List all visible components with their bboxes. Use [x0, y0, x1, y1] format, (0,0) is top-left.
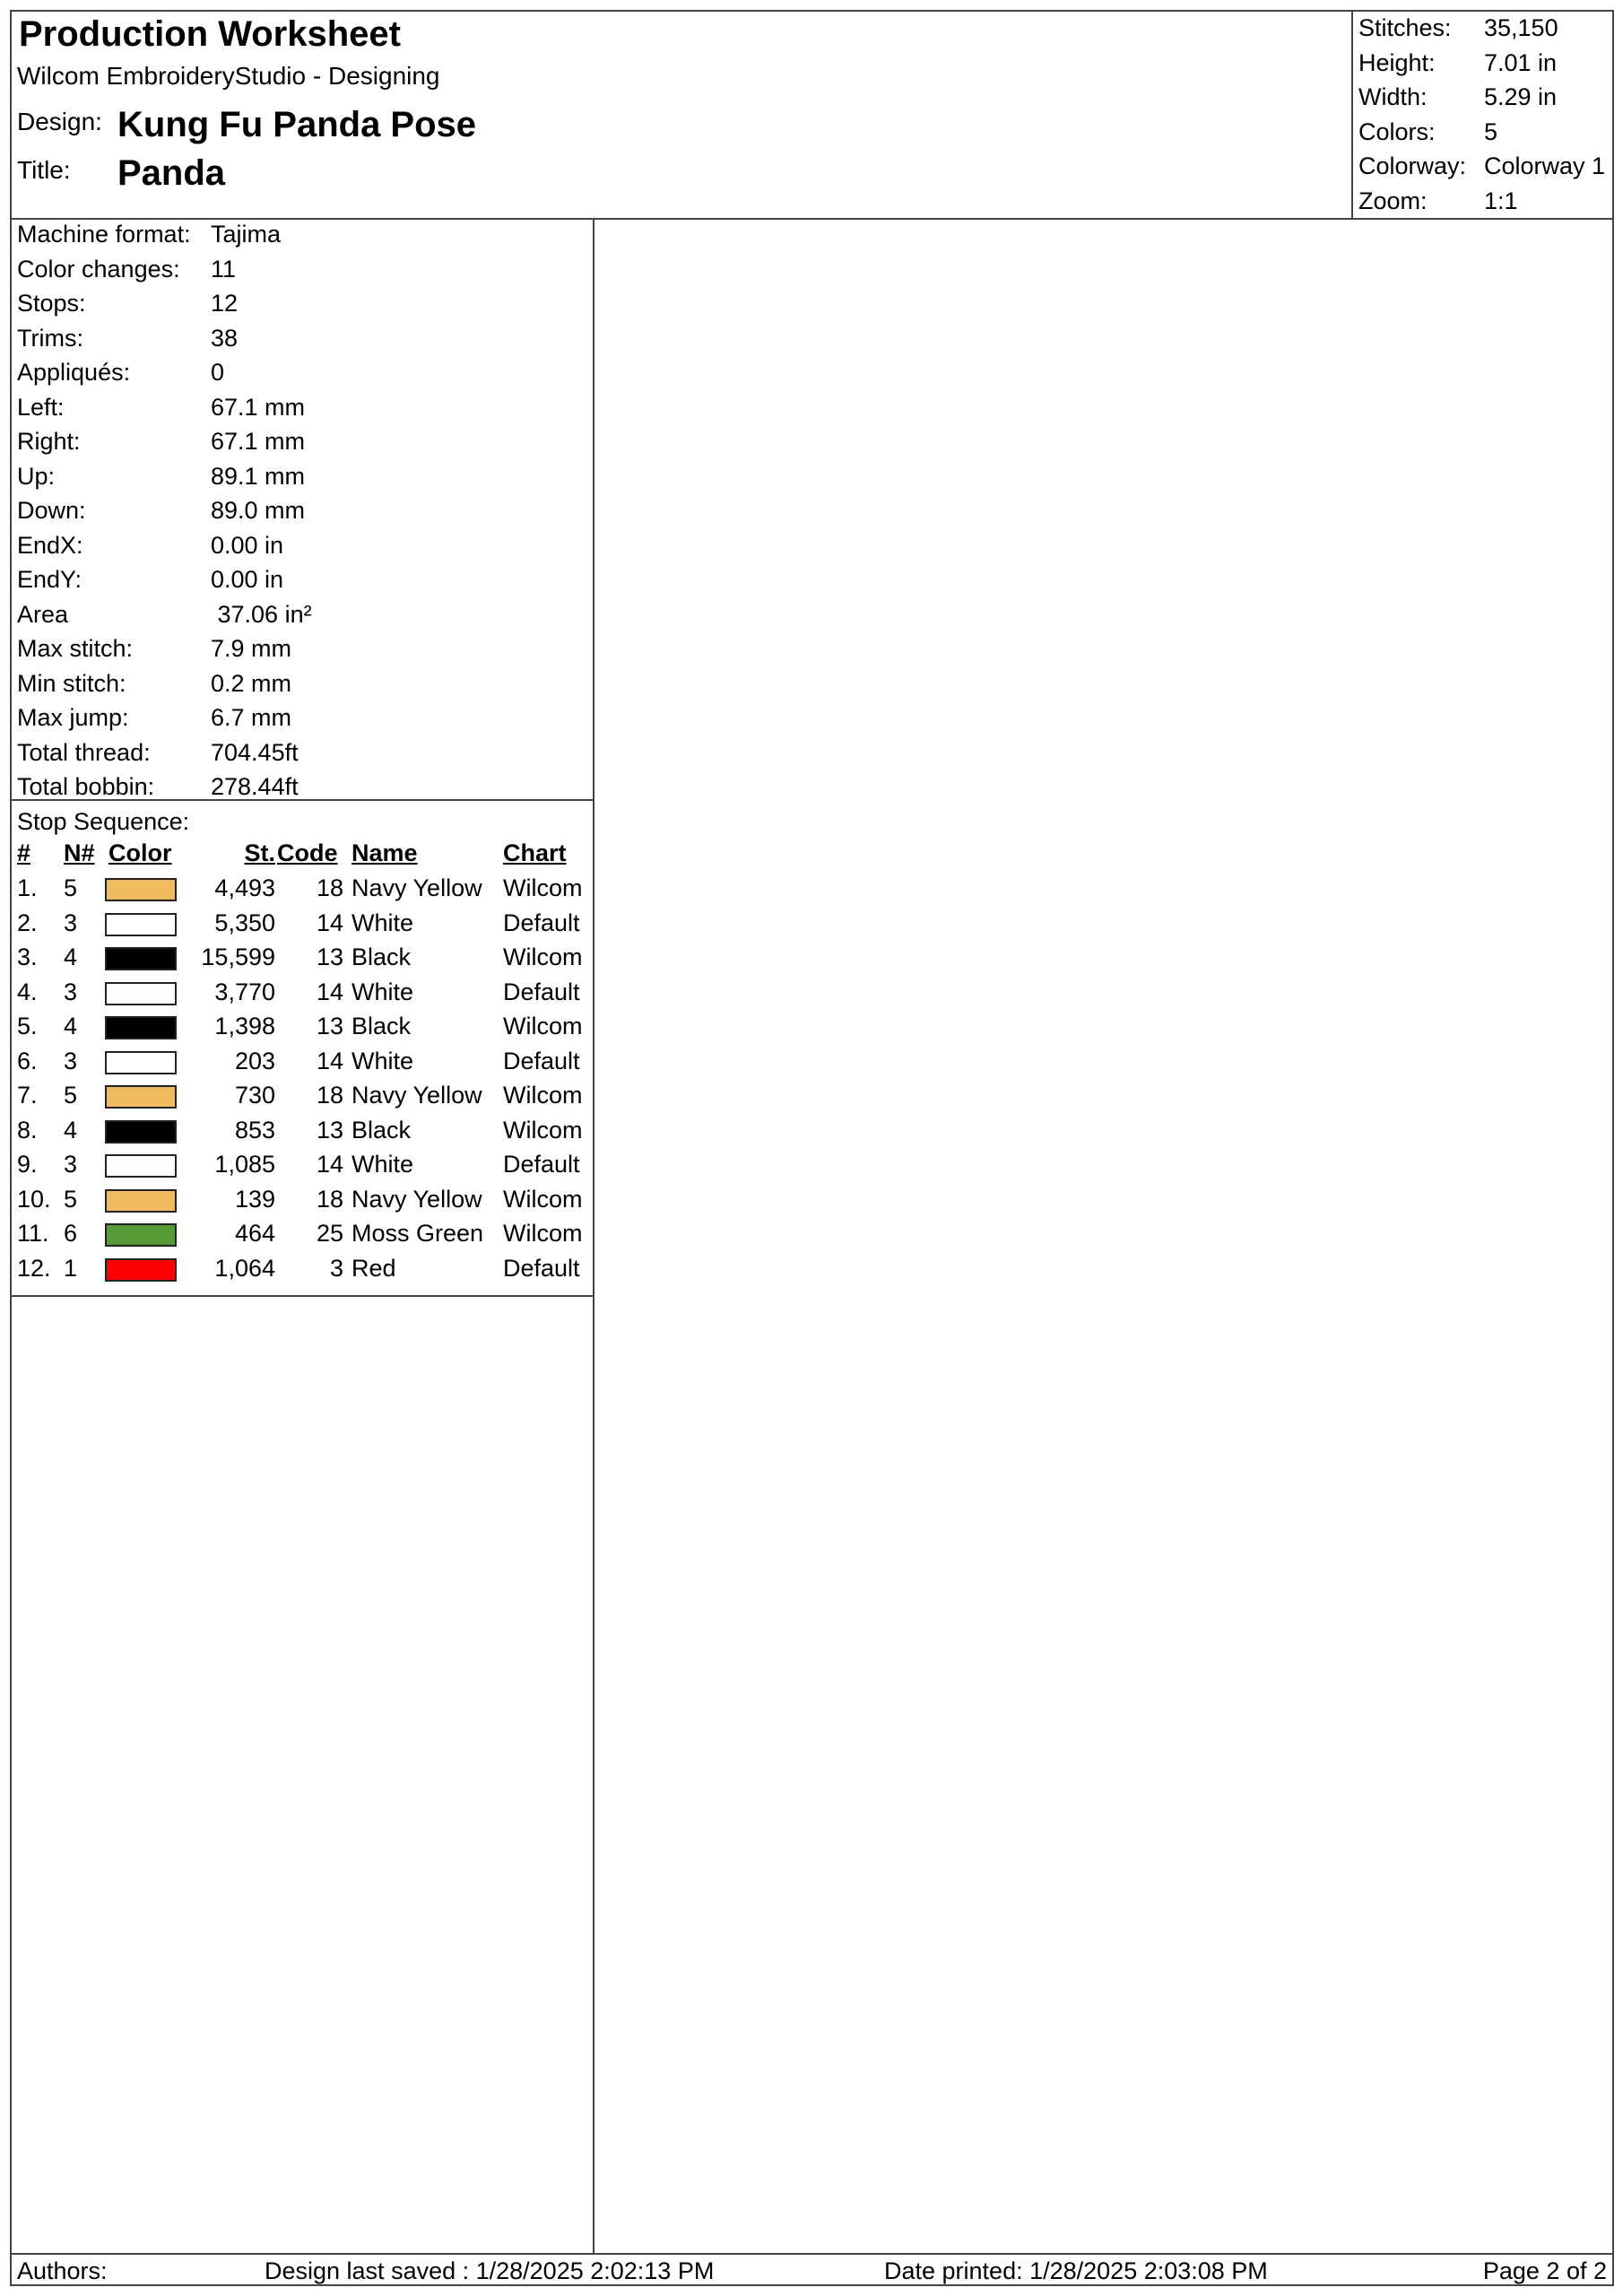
stat-row — [17, 256, 236, 283]
thread-chart: Default — [503, 1047, 580, 1074]
stat-row — [17, 497, 305, 525]
needle-number: 3 — [64, 1047, 78, 1074]
software-name: Wilcom EmbroideryStudio - Designing — [17, 62, 440, 90]
stop-number: 12. — [17, 1254, 51, 1282]
col-header-color: Color — [108, 839, 172, 866]
stat-row — [17, 463, 305, 491]
thread-code: 18 — [316, 1185, 343, 1213]
thread-chart: Wilcom — [503, 944, 583, 970]
color-swatch — [105, 1223, 177, 1247]
thread-name: White — [352, 1151, 414, 1178]
color-swatch — [105, 947, 177, 970]
thread-code: 18 — [316, 874, 343, 901]
thread-chart: Wilcom — [503, 1185, 583, 1213]
summary-row — [1358, 49, 1557, 77]
thread-code: 3 — [329, 1254, 343, 1282]
stat-row — [17, 566, 283, 594]
thread-name: Navy Yellow — [352, 1185, 482, 1213]
stop-number: 11. — [17, 1220, 49, 1247]
stitch-count: 1,085 — [214, 1151, 275, 1178]
needle-number: 5 — [64, 1185, 78, 1213]
thread-name: Red — [352, 1254, 396, 1282]
summary-value: Colorway 1 — [1484, 152, 1606, 179]
divider — [12, 1295, 593, 1297]
color-swatch — [105, 878, 177, 901]
stitch-count: 853 — [234, 1116, 275, 1144]
col-header-stitches: St. — [244, 839, 275, 866]
stat-value: 7.9 mm — [211, 635, 292, 662]
stat-row — [17, 670, 291, 698]
color-swatch — [105, 1085, 177, 1109]
stat-label: Machine format: — [17, 221, 191, 248]
design-summary — [1351, 12, 1614, 218]
stat-row — [17, 601, 312, 629]
stop-number: 2. — [17, 909, 38, 936]
col-header-code: Code — [277, 839, 338, 866]
summary-row — [1358, 152, 1605, 180]
color-swatch — [105, 1016, 177, 1039]
stop-number: 1. — [17, 874, 38, 901]
design-label: Design: — [17, 108, 102, 135]
needle-number: 3 — [64, 978, 78, 1005]
stat-label: EndX: — [17, 531, 83, 559]
worksheet-footer — [12, 2253, 1612, 2286]
design-last-saved: Design last saved : 1/28/2025 2:02:13 PM — [265, 2257, 715, 2284]
title-label: Title: — [17, 156, 71, 184]
stat-row — [17, 773, 299, 801]
thread-chart: Default — [503, 909, 580, 936]
stat-value: 38 — [211, 324, 239, 352]
thread-name: White — [352, 978, 414, 1005]
col-header-name: Name — [352, 839, 418, 866]
summary-row — [1358, 118, 1497, 146]
summary-label: Colors: — [1358, 117, 1436, 145]
stat-label: Right: — [17, 428, 81, 455]
col-header-chart: Chart — [503, 839, 567, 866]
stat-label: Stops: — [17, 290, 86, 317]
color-swatch — [105, 1120, 177, 1144]
color-swatch — [105, 982, 177, 1005]
thread-code: 14 — [316, 1151, 343, 1178]
stat-row — [17, 428, 305, 456]
summary-row — [1358, 187, 1518, 215]
stitch-count: 203 — [234, 1047, 275, 1074]
col-header-num: # — [17, 839, 31, 866]
needle-number: 5 — [64, 1082, 78, 1109]
stitch-count: 5,350 — [214, 909, 275, 936]
color-swatch — [105, 913, 177, 936]
thread-code: 13 — [316, 1013, 343, 1039]
summary-value: 5 — [1484, 117, 1498, 145]
summary-label: Zoom: — [1358, 187, 1428, 214]
stat-value: 89.0 mm — [211, 497, 306, 524]
summary-row — [1358, 14, 1558, 42]
stat-row — [17, 221, 281, 248]
thread-chart: Wilcom — [503, 1013, 583, 1039]
thread-code: 13 — [316, 944, 343, 970]
stat-value: 6.7 mm — [211, 704, 292, 731]
stat-value: 0 — [211, 359, 225, 386]
stat-row — [17, 635, 291, 663]
stat-label: Trims: — [17, 324, 83, 352]
thread-code: 14 — [316, 978, 343, 1005]
stat-value: Tajima — [211, 221, 282, 248]
stat-value: 278.44ft — [211, 773, 299, 800]
divider — [12, 799, 593, 801]
needle-number: 6 — [64, 1220, 78, 1247]
thread-code: 25 — [316, 1220, 343, 1247]
stat-value: 0.00 in — [211, 566, 284, 593]
thread-code: 18 — [316, 1082, 343, 1109]
thread-name: Moss Green — [352, 1220, 484, 1247]
thread-name: Black — [352, 1013, 412, 1039]
design-name: Kung Fu Panda Pose — [117, 105, 477, 144]
summary-label: Height: — [1358, 48, 1436, 76]
summary-row — [1358, 83, 1557, 111]
stitch-count: 139 — [234, 1185, 275, 1213]
stat-row — [17, 739, 299, 767]
summary-value: 5.29 in — [1484, 83, 1558, 110]
stat-label: Left: — [17, 393, 65, 421]
stat-value: 12 — [211, 290, 239, 317]
stop-number: 7. — [17, 1082, 38, 1109]
stat-value: 0.00 in — [211, 531, 284, 559]
stitch-count: 730 — [234, 1082, 275, 1109]
stat-row — [17, 325, 238, 352]
needle-number: 4 — [64, 1013, 78, 1039]
thread-code: 14 — [316, 909, 343, 936]
needle-number: 1 — [64, 1254, 78, 1282]
stat-label: Color changes: — [17, 255, 180, 283]
thread-name: Black — [352, 944, 412, 970]
thread-code: 13 — [316, 1116, 343, 1144]
thread-name: Navy Yellow — [352, 1082, 482, 1109]
stat-row — [17, 532, 283, 560]
stop-number: 10. — [17, 1185, 51, 1213]
color-swatch — [105, 1154, 177, 1178]
stitch-count: 1,398 — [214, 1013, 275, 1039]
thread-chart: Default — [503, 978, 580, 1005]
summary-value: 1:1 — [1484, 187, 1518, 214]
stat-value: 67.1 mm — [211, 428, 306, 455]
stop-sequence-title: Stop Sequence: — [17, 808, 190, 835]
design-details-column — [12, 218, 595, 2253]
stat-label: Area — [17, 600, 69, 628]
thread-name: White — [352, 909, 414, 936]
production-worksheet — [10, 10, 1614, 2286]
page-title: Production Worksheet — [19, 14, 401, 54]
stat-row — [17, 359, 224, 387]
needle-number: 3 — [64, 1151, 78, 1178]
stat-label: Total bobbin: — [17, 773, 155, 800]
thread-chart: Default — [503, 1254, 580, 1282]
color-swatch — [105, 1189, 177, 1213]
stat-value: 37.06 in² — [211, 600, 312, 628]
stat-label: Min stitch: — [17, 669, 126, 697]
stat-value: 704.45ft — [211, 738, 299, 766]
thread-name: Black — [352, 1116, 412, 1144]
needle-number: 3 — [64, 909, 78, 936]
worksheet-header — [12, 12, 1612, 220]
stat-label: Up: — [17, 462, 56, 490]
thread-chart: Default — [503, 1151, 580, 1178]
color-swatch — [105, 1051, 177, 1074]
stitch-count: 4,493 — [214, 874, 275, 901]
stat-row — [17, 290, 238, 317]
stop-number: 9. — [17, 1151, 38, 1178]
stitch-count: 1,064 — [214, 1254, 275, 1282]
stitch-count: 3,770 — [214, 978, 275, 1005]
date-printed: Date printed: 1/28/2025 2:03:08 PM — [884, 2257, 1268, 2284]
stop-number: 4. — [17, 978, 38, 1005]
stat-value: 0.2 mm — [211, 669, 292, 697]
authors-label: Authors: — [17, 2257, 108, 2284]
thread-code: 14 — [316, 1047, 343, 1074]
summary-label: Colorway: — [1358, 152, 1467, 179]
stat-label: Total thread: — [17, 738, 151, 766]
color-swatch — [105, 1258, 177, 1282]
summary-value: 7.01 in — [1484, 48, 1558, 76]
summary-label: Stitches: — [1358, 14, 1452, 41]
thread-chart: Wilcom — [503, 874, 583, 901]
stat-value: 67.1 mm — [211, 393, 306, 421]
needle-number: 4 — [64, 944, 78, 970]
stop-number: 8. — [17, 1116, 38, 1144]
thread-name: White — [352, 1047, 414, 1074]
stitch-count: 464 — [234, 1220, 275, 1247]
thread-name: Navy Yellow — [352, 874, 482, 901]
thread-chart: Wilcom — [503, 1082, 583, 1109]
stop-number: 5. — [17, 1013, 38, 1039]
stat-label: Max stitch: — [17, 635, 134, 662]
needle-number: 5 — [64, 874, 78, 901]
stat-row — [17, 394, 305, 422]
stat-label: EndY: — [17, 566, 82, 593]
stat-value: 11 — [211, 255, 237, 283]
thread-chart: Wilcom — [503, 1220, 583, 1247]
needle-number: 4 — [64, 1116, 78, 1144]
stat-label: Down: — [17, 497, 86, 524]
stat-row — [17, 704, 291, 732]
stop-number: 3. — [17, 944, 38, 970]
page-number: Page 2 of 2 — [1482, 2257, 1607, 2284]
summary-value: 35,150 — [1484, 14, 1558, 41]
stop-number: 6. — [17, 1047, 38, 1074]
col-header-needle: N# — [64, 839, 95, 866]
stitch-count: 15,599 — [201, 944, 275, 970]
stat-value: 89.1 mm — [211, 462, 306, 490]
stat-label: Appliqués: — [17, 359, 131, 386]
stat-label: Max jump: — [17, 704, 129, 731]
thread-chart: Wilcom — [503, 1116, 583, 1144]
design-title: Panda — [117, 153, 226, 193]
summary-label: Width: — [1358, 83, 1428, 110]
